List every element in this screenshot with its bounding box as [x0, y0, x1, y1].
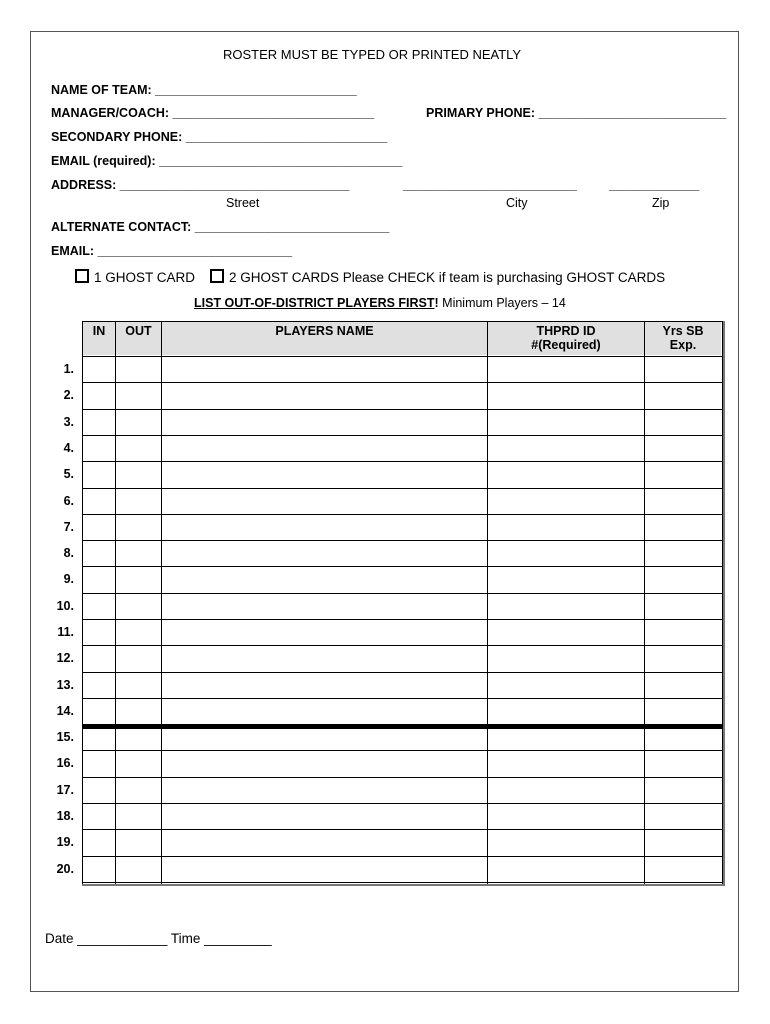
checkbox-icon[interactable]	[210, 269, 224, 283]
table-cell[interactable]	[116, 646, 161, 670]
table-cell[interactable]	[645, 830, 722, 854]
address-street-field[interactable]: ADDRESS: _________________________________	[51, 178, 350, 192]
row-number: 9.	[63, 572, 74, 586]
table-cell[interactable]	[645, 751, 722, 775]
table-cell[interactable]	[162, 646, 487, 670]
table-cell[interactable]	[83, 410, 115, 434]
table-cell[interactable]	[116, 594, 161, 618]
table-cell[interactable]	[162, 699, 487, 723]
table-cell[interactable]	[645, 436, 722, 460]
table-cell[interactable]	[162, 357, 487, 381]
header-in	[83, 322, 115, 355]
row-number: 12.	[56, 651, 74, 665]
table-cell[interactable]	[116, 436, 161, 460]
table-cell[interactable]	[645, 594, 722, 618]
row-number: 10.	[56, 599, 74, 613]
table-cell[interactable]	[83, 673, 115, 697]
table-shadow-bottom	[82, 884, 725, 886]
table-cell[interactable]	[645, 778, 722, 802]
table-cell[interactable]	[645, 462, 722, 486]
table-cell[interactable]	[83, 804, 115, 828]
table-cell[interactable]	[83, 541, 115, 565]
table-cell[interactable]	[83, 646, 115, 670]
table-cell[interactable]	[488, 620, 644, 644]
row-number: 13.	[56, 678, 74, 692]
table-cell[interactable]	[162, 778, 487, 802]
table-cell[interactable]	[116, 673, 161, 697]
table-cell[interactable]	[83, 515, 115, 539]
checkbox-icon[interactable]	[75, 269, 89, 283]
table-cell[interactable]	[116, 804, 161, 828]
table-cell[interactable]	[162, 857, 487, 881]
header-yrs-line1: Yrs SB	[662, 324, 704, 338]
alternate-email-field[interactable]: EMAIL: ____________________________	[51, 244, 293, 258]
table-cell[interactable]	[645, 383, 722, 407]
table-cell[interactable]	[488, 515, 644, 539]
table-cell[interactable]	[488, 699, 644, 723]
row-number: 2.	[63, 388, 74, 402]
table-cell[interactable]	[162, 830, 487, 854]
table-cell[interactable]	[116, 489, 161, 513]
table-cell[interactable]	[488, 410, 644, 434]
ghost-card-option-1[interactable]	[75, 269, 195, 285]
table-cell[interactable]	[83, 857, 115, 881]
header-players-name	[162, 322, 487, 355]
table-cell[interactable]	[488, 567, 644, 591]
table-cell[interactable]	[83, 830, 115, 854]
row-number: 1.	[63, 362, 74, 376]
table-cell[interactable]	[116, 857, 161, 881]
ghost-card-2-label: 2 GHOST CARDS Please CHECK if team is purchasing GHOST CARDS	[229, 270, 666, 285]
table-cell[interactable]	[488, 462, 644, 486]
row-number: 4.	[63, 441, 74, 455]
table-cell[interactable]	[162, 594, 487, 618]
table-cell[interactable]	[83, 436, 115, 460]
header-thprd-id	[488, 322, 644, 355]
table-cell[interactable]	[488, 830, 644, 854]
row-number: 3.	[63, 415, 74, 429]
header-in-label: IN	[92, 324, 106, 338]
table-cell[interactable]	[83, 594, 115, 618]
row-number: 19.	[56, 835, 74, 849]
row-number: 6.	[63, 494, 74, 508]
table-cell[interactable]	[116, 725, 161, 749]
table-cell[interactable]	[645, 673, 722, 697]
header-yrs-exp	[645, 322, 721, 355]
header-out-label: OUT	[125, 324, 152, 338]
city-caption: City	[506, 196, 528, 210]
alternate-contact-field[interactable]: ALTERNATE CONTACT: ____________________________	[51, 220, 390, 234]
table-cell[interactable]	[162, 436, 487, 460]
ghost-card-1-label: 1 GHOST CARD	[94, 270, 196, 285]
table-cell[interactable]	[83, 489, 115, 513]
table-cell[interactable]	[83, 462, 115, 486]
table-cell[interactable]	[645, 725, 722, 749]
table-cell[interactable]	[83, 778, 115, 802]
table-cell[interactable]	[645, 646, 722, 670]
table-cell[interactable]	[116, 462, 161, 486]
table-cell[interactable]	[83, 567, 115, 591]
table-cell[interactable]	[116, 383, 161, 407]
row-number: 20.	[56, 862, 74, 876]
table-top-line	[82, 321, 722, 322]
table-cell[interactable]	[645, 357, 722, 381]
table-cell[interactable]	[83, 751, 115, 775]
table-cell[interactable]	[83, 620, 115, 644]
table-cell[interactable]	[488, 436, 644, 460]
header-thprd-line1: THPRD ID	[536, 324, 596, 338]
primary-phone-field[interactable]: PRIMARY PHONE: ___________________________	[426, 106, 727, 120]
table-cell[interactable]	[488, 751, 644, 775]
table-cell[interactable]	[116, 778, 161, 802]
table-cell[interactable]	[162, 515, 487, 539]
row-number: 7.	[63, 520, 74, 534]
table-cell[interactable]	[116, 410, 161, 434]
table-cell[interactable]	[162, 620, 487, 644]
email-required-field[interactable]: EMAIL (required): ___________________________________	[51, 154, 403, 168]
table-cell[interactable]	[645, 620, 722, 644]
table-cell[interactable]	[83, 699, 115, 723]
table-cell[interactable]	[162, 725, 487, 749]
minimum-players-note: Minimum Players – 14	[438, 296, 566, 310]
table-cell[interactable]	[645, 541, 722, 565]
table-cell[interactable]	[488, 725, 644, 749]
table-cell[interactable]	[162, 541, 487, 565]
table-cell[interactable]	[162, 751, 487, 775]
table-cell[interactable]	[162, 567, 487, 591]
header-players-name-label: PLAYERS NAME	[275, 324, 374, 338]
table-cell[interactable]	[83, 357, 115, 381]
header-out	[116, 322, 161, 355]
team-name-field[interactable]: NAME OF TEAM: _____________________________	[51, 83, 357, 97]
table-shadow-right	[723, 321, 725, 886]
table-cell[interactable]	[162, 673, 487, 697]
table-cell[interactable]	[116, 699, 161, 723]
address-zip-field[interactable]: _____________	[609, 178, 700, 192]
table-cell[interactable]	[116, 751, 161, 775]
secondary-phone-field[interactable]: SECONDARY PHONE: _____________________________	[51, 130, 388, 144]
table-cell[interactable]	[488, 673, 644, 697]
table-cell[interactable]	[488, 646, 644, 670]
table-cell[interactable]	[116, 830, 161, 854]
table-cell[interactable]	[162, 804, 487, 828]
table-cell[interactable]	[116, 541, 161, 565]
table-cell[interactable]	[488, 357, 644, 381]
table-cell[interactable]	[488, 594, 644, 618]
manager-coach-field[interactable]: MANAGER/COACH: _____________________________	[51, 106, 375, 120]
zip-caption: Zip	[652, 196, 670, 210]
row-number: 8.	[63, 546, 74, 560]
page-title: ROSTER MUST BE TYPED OR PRINTED NEATLY	[223, 47, 522, 62]
address-city-field[interactable]: _________________________	[403, 178, 577, 192]
table-cell[interactable]	[645, 489, 722, 513]
table-cell[interactable]	[162, 462, 487, 486]
table-cell[interactable]	[116, 620, 161, 644]
table-cell[interactable]	[488, 541, 644, 565]
table-cell[interactable]	[116, 357, 161, 381]
table-cell[interactable]	[645, 410, 722, 434]
header-thprd-line2: #(Required)	[531, 338, 601, 352]
table-cell[interactable]	[83, 383, 115, 407]
table-row-line	[82, 882, 722, 883]
row-number: 16.	[56, 756, 74, 770]
table-cell[interactable]	[645, 699, 722, 723]
table-cell[interactable]	[488, 489, 644, 513]
table-cell[interactable]	[488, 778, 644, 802]
table-cell[interactable]	[162, 383, 487, 407]
exclaim-mark: !	[434, 296, 439, 310]
row-number: 18.	[56, 809, 74, 823]
ghost-card-option-2[interactable]	[210, 269, 665, 285]
row-number: 5.	[63, 467, 74, 481]
row-number: 17.	[56, 783, 74, 797]
table-cell[interactable]	[645, 804, 722, 828]
row-number: 14.	[56, 704, 74, 718]
list-instructions	[194, 296, 566, 310]
table-cell[interactable]	[488, 383, 644, 407]
table-cell[interactable]	[162, 489, 487, 513]
table-cell[interactable]	[488, 857, 644, 881]
table-cell[interactable]	[116, 515, 161, 539]
row-number: 11.	[57, 625, 74, 639]
row-number: 15.	[56, 730, 74, 744]
table-cell[interactable]	[645, 857, 722, 881]
table-cell[interactable]	[116, 567, 161, 591]
table-cell[interactable]	[488, 804, 644, 828]
table-cell[interactable]	[162, 410, 487, 434]
table-cell[interactable]	[83, 725, 115, 749]
date-time-field[interactable]: Date ____________ Time _________	[45, 931, 272, 946]
table-cell[interactable]	[645, 515, 722, 539]
street-caption: Street	[226, 196, 260, 210]
table-cell[interactable]	[645, 567, 722, 591]
out-of-district-note: LIST OUT-OF-DISTRICT PLAYERS FIRST	[194, 296, 435, 310]
header-yrs-line2: Exp.	[669, 338, 697, 352]
